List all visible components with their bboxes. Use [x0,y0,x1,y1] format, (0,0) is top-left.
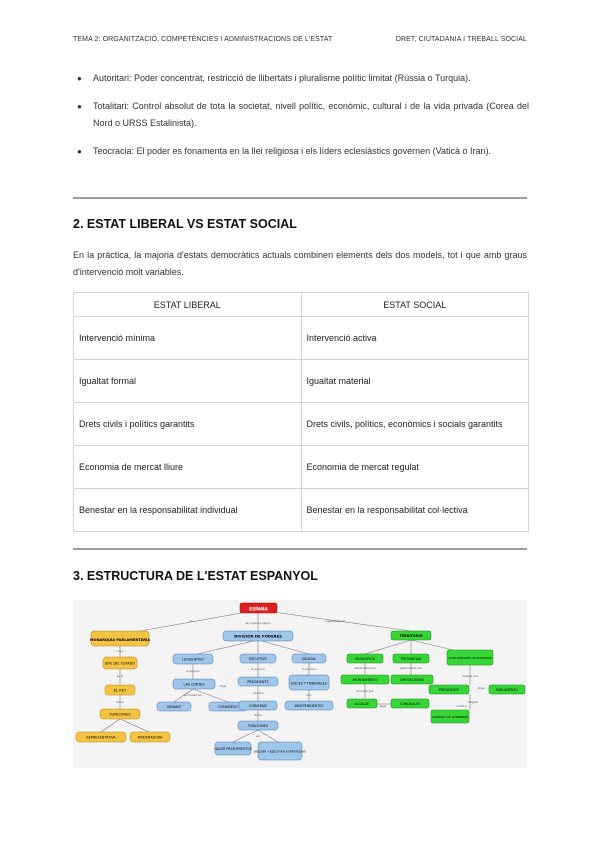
link-label: lo ejercen [251,667,265,671]
bullet-item: ● Autoritari: Poder concentrat, restricció de llibertats i pluralisme polític limitat (Rússia o Turquia). [77,70,529,87]
node-decidir-label: DECIDIR Y EJECUTAR ESTRATEGIAS [253,749,307,754]
table-cell: Intervenció mínima [74,317,302,360]
page-header [73,36,527,43]
table-row [74,446,529,489]
node-presidente-g-label: PRESIDENTE [439,688,459,692]
node-monarquia-label: MONARQUÍA PARLAMENTARIA [89,638,151,642]
bullet-item: ● Totalitari: Control absolut de tota la societat, nivell polític, econòmic, cultural i de la vida privada (Corea del Nord o URSS Estalinista). [77,98,529,132]
link-label: elige [379,704,387,708]
table-header-row [74,293,529,317]
node-legislativo-label: LEGISLATIVO [182,657,204,662]
link-label: organizado en [325,619,345,623]
link-label: regidas por [462,674,478,678]
header-right: DRET, CIUTADANIA I TREBALL SOCIAL [395,36,527,43]
table-row [74,317,529,360]
table-cell: Drets civils, polítics, econòmics i socials garantits [301,403,529,446]
node-division-label: DIVISIÓN DE PODERES [234,633,282,639]
node-provincias-label: PROVINCIAS [400,657,422,661]
column-header: ESTAT SOCIAL [301,293,529,317]
node-rey-label: EL REY [113,688,127,693]
node-gobierno-label: GOBIERNO [248,704,268,708]
bullet-dot-icon: ● [77,102,82,111]
node-jueces-label: JUECES Y TRIBUNALES [291,681,327,686]
link-label: es [189,619,193,623]
table-cell: Benestar en la responsabilitat individual [74,489,302,532]
bullet-list [77,70,529,166]
concept-map [73,600,527,768]
table-cell: Benestar en la responsabilitat col·lectiva [301,489,529,532]
node-alcalde-label: ALCALDE [354,702,370,706]
link-label: gobernadas por [399,666,423,670]
link-label: es el [116,674,124,678]
table-row [74,489,529,532]
table-cell: Igualtat material [301,360,529,403]
node-ayuntamiento-label: AYUNTAMIENTO [352,678,378,682]
link-label: lo ejercen [186,669,200,673]
node-consejo-label: CONSEJO DE GOBIERNO [431,715,469,719]
link-label: elige [477,686,485,690]
node-representativa-label: REPRESENTATIVA [86,735,116,740]
table-cell: Drets civils i polítics garantits [74,403,302,446]
concept-map-svg [73,600,527,768]
node-funciones-y-label: FUNCIONES [109,712,131,717]
node-presidente-b-label: PRESIDENTE [247,680,269,684]
section2-title: 2. ESTAT LIBERAL VS ESTAT SOCIAL [73,217,297,231]
node-congreso-label: CONGRESO [218,705,238,709]
section2-paragraph: En la pràctica, la majoria d'estats democràtics actuals combinen elements dels dos models, tot i que amb graus d'intervenció molt variables. [73,250,527,277]
link-label: formado por [356,689,374,693]
link-label: gobernados por [353,666,377,670]
node-espana-label: ESPAÑA [249,606,268,612]
node-moderadora-label: MODERADORA [137,735,163,740]
node-diputaciones-label: DIPUTACIONES [400,678,424,682]
divider [73,548,527,550]
node-senado-label: SENADO [166,705,182,709]
link-label: lo ejercen [302,667,316,671]
node-judicial-label: JUDICIAL [301,657,317,661]
link-label: formadas por [183,693,203,697]
link-label: elegido [467,700,479,704]
link-label: cuyo [116,649,124,653]
bullet-dot-icon: ● [77,147,82,156]
table-cell: Economia de mercat lliure [74,446,302,489]
table-cell: Economia de mercat regulat [301,446,529,489]
table-row [74,360,529,403]
column-header: ESTAT LIBERAL [74,293,302,317]
node-independientes-label: INDEPENDIENTES [294,704,324,708]
node-hacer-label: HACER PRESUPUESTOS [214,747,252,751]
link-label: tiene [116,700,124,704]
node-concejales-label: CONCEJALES [399,702,421,706]
link-label: son [306,693,312,697]
bullet-dot-icon: ● [77,74,82,83]
node-municipio-label: MUNICIPIOS [355,657,375,661]
section3-title: 3. ESTRUCTURA DE L'ESTAT ESPANYOL [73,569,318,583]
link-label: nombra [455,704,467,708]
link-label: nombra [252,691,264,695]
node-parlamento-label: PARLAMENTO [496,688,518,692]
bullet-item: ● Teocracia: El poder es fonamenta en la llei religiosa i els líders eclesiàstics governen (Vaticà o Iran). [77,143,529,160]
table-cell: Intervenció activa [301,317,529,360]
node-territorio-label: TERRITORIO [399,634,423,638]
node-jefe-label: JEFE DEL ESTADO [105,661,135,666]
node-funciones-b-label: FUNCIONES [248,724,268,728]
comparison-table [73,292,529,532]
header-left: TEMA 2: ORGANITZACIÓ, COMPETÈNCIES I ADMINISTRACIONS DE L'ESTAT [73,36,333,43]
link-label: se organiza según [245,621,271,625]
node-ejecutivo-label: EJECUTIVO [248,657,268,661]
link-label: elige [219,684,227,688]
link-label: son [255,734,261,738]
table-row [74,403,529,446]
node-cortes-label: LAS CORTES [183,682,205,687]
link-label: tiene [254,713,262,717]
divider [73,197,527,199]
table-cell: Igualtat formal [74,360,302,403]
node-comunidades-label: COMUNIDADES AUTÓNOMAS [448,656,492,660]
